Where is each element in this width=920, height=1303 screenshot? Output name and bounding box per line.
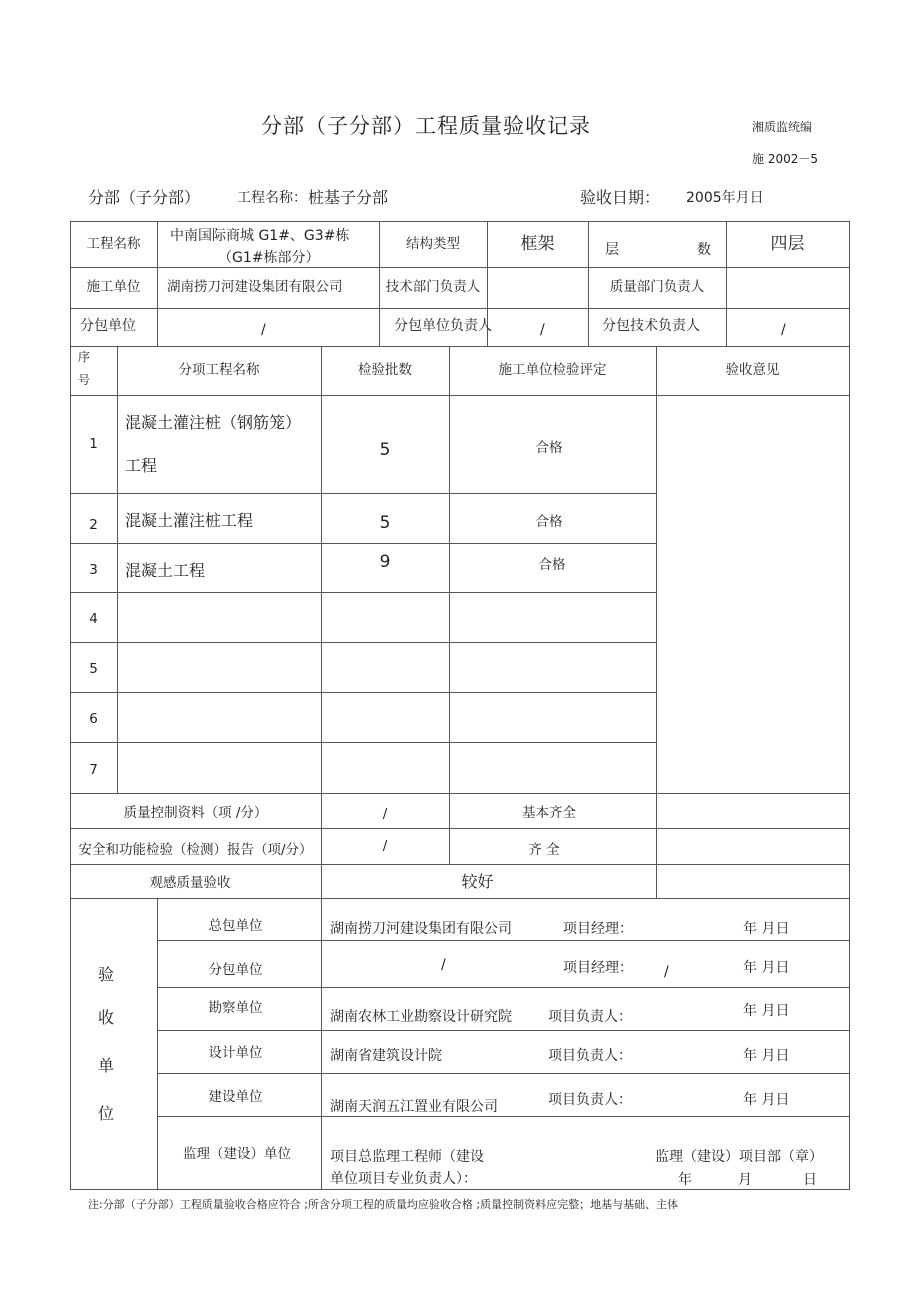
supervision-text-line2: 单位项目专业负责人）： [330, 1171, 477, 1187]
unit-design-role: 项目负责人： [548, 1048, 632, 1064]
item-eval: 合格 [535, 439, 563, 456]
supervision-day: 日 [803, 1172, 817, 1188]
unit-survey-name: 湖南农林工业勘察设计研究院 [330, 1009, 512, 1025]
appearance-label: 观感质量验收 [149, 874, 231, 891]
opinion-header: 验收意见 [725, 362, 780, 379]
item-batches: 5 [379, 439, 391, 460]
table-row-seq: 3 [89, 561, 98, 578]
unit-subcontractor-role-value: / [664, 964, 669, 980]
date-value: 2005年月日 [686, 190, 764, 206]
structure-type-header: 结构类型 [406, 235, 460, 252]
footnote: 注:分部（子分部）工程质量验收合格应符合 ;所含分项工程的质量均应验收合格 ;质量控制资料应完整；地基与基础、主体 [88, 1198, 679, 1211]
appearance-value: 较好 [461, 872, 494, 892]
contractor-header: 施工单位 [86, 279, 141, 296]
acceptance-side-label-2: 收 [98, 1008, 115, 1027]
page-title: 分部（子分部）工程质量验收记录 [261, 114, 591, 138]
project-category: 分部（子分部） [88, 188, 201, 207]
acceptance-side-label-3: 单 [98, 1056, 115, 1075]
sub-tech-header: 分包技术负责人 [602, 318, 700, 334]
item-batches: 9 [379, 551, 391, 572]
table-row-seq: 7 [89, 761, 98, 778]
seq-header-a: 序 [78, 350, 91, 364]
project-value-line2: （G1#栋部分） [218, 250, 320, 266]
tech-head-header: 技术部门负责人 [385, 279, 481, 296]
unit-general-contractor-date: 年 月日 [743, 921, 790, 937]
acceptance-side-label-1: 验 [98, 965, 115, 984]
table-row-seq: 2 [89, 516, 98, 533]
table-row-seq: 1 [89, 435, 98, 452]
table-row-seq: 4 [89, 610, 98, 627]
item-eval: 合格 [535, 513, 563, 530]
subcontractor-value: / [261, 322, 266, 338]
item-name: 混凝土工程 [125, 561, 206, 580]
item-name-header: 分项工程名称 [178, 362, 260, 379]
acceptance-side-label-4: 位 [98, 1104, 115, 1123]
item-name-line1: 混凝土灌注桩（钢筋笼） [125, 413, 302, 432]
contractor-value: 湖南捞刀河建设集团有限公司 [167, 279, 343, 296]
date-label: 验收日期： [580, 188, 661, 207]
unit-owner-name: 湖南天润五江置业有限公司 [330, 1099, 498, 1115]
item-batches: 5 [379, 512, 391, 533]
sub-head-header: 分包单位负责人 [394, 318, 492, 334]
unit-general-contractor-name: 湖南捞刀河建设集团有限公司 [330, 921, 512, 937]
unit-owner-date: 年 月日 [743, 1092, 790, 1108]
safety-check-value: / [382, 837, 388, 854]
project-name-value: 桩基子分部 [308, 188, 389, 207]
unit-design: 设计单位 [208, 1044, 263, 1061]
form-number: 施 2002－5 [752, 152, 818, 166]
table-row-seq: 6 [89, 710, 98, 727]
sub-tech-value: / [781, 322, 786, 338]
subcontractor-header: 分包单位 [80, 318, 136, 334]
project-name-label: 工程名称： [237, 190, 307, 206]
safety-check-label: 安全和功能检验（检测）报告（项/分） [78, 841, 313, 858]
batches-header: 检验批数 [358, 362, 412, 379]
floors-header-a: 层 [605, 242, 619, 258]
safety-check-eval: 齐 全 [528, 841, 560, 858]
project-value-line1: 中南国际商城 G1#、G3#栋 [170, 228, 350, 244]
qc-docs-value: / [382, 805, 388, 822]
unit-design-date: 年 月日 [743, 1048, 790, 1064]
qc-docs-eval: 基本齐全 [522, 804, 576, 821]
unit-subcontractor-role: 项目经理： [563, 960, 633, 976]
item-eval: 合格 [538, 556, 566, 573]
unit-owner-role: 项目负责人： [548, 1092, 632, 1108]
project-name-header: 工程名称 [86, 235, 141, 252]
structure-type-value: 框架 [520, 233, 555, 254]
unit-general-contractor: 总包单位 [208, 917, 263, 934]
unit-subcontractor-date: 年 月日 [743, 960, 790, 976]
item-name: 混凝土灌注桩工程 [125, 511, 254, 530]
unit-survey-role: 项目负责人： [548, 1009, 632, 1025]
qc-docs-label: 质量控制资料（项 /分） [123, 804, 268, 821]
unit-subcontractor: 分包单位 [208, 961, 263, 978]
table-row-seq: 5 [89, 660, 98, 677]
supervision-year: 年 [678, 1172, 692, 1188]
quality-head-header: 质量部门负责人 [609, 279, 705, 296]
publisher-label: 湘质监统编 [752, 120, 813, 134]
unit-supervision: 监理（建设）单位 [183, 1145, 291, 1162]
item-name-line2: 工程 [125, 456, 158, 475]
supervision-month: 月 [738, 1172, 752, 1188]
supervision-text-line1: 项目总监理工程师（建设 [330, 1149, 484, 1165]
unit-general-contractor-role: 项目经理： [563, 921, 633, 937]
sub-head-value: / [540, 322, 545, 338]
unit-survey: 勘察单位 [208, 999, 263, 1016]
eval-header: 施工单位检验评定 [498, 362, 607, 379]
supervision-stamp: 监理（建设）项目部（章） [655, 1149, 823, 1165]
unit-survey-date: 年 月日 [743, 1003, 790, 1019]
unit-owner: 建设单位 [208, 1088, 263, 1105]
unit-subcontractor-name: / [441, 957, 446, 973]
floors-header-b: 数 [697, 242, 711, 258]
unit-design-name: 湖南省建筑设计院 [330, 1048, 442, 1064]
seq-header-b: 号 [78, 373, 91, 387]
floors-value: 四层 [770, 233, 805, 254]
